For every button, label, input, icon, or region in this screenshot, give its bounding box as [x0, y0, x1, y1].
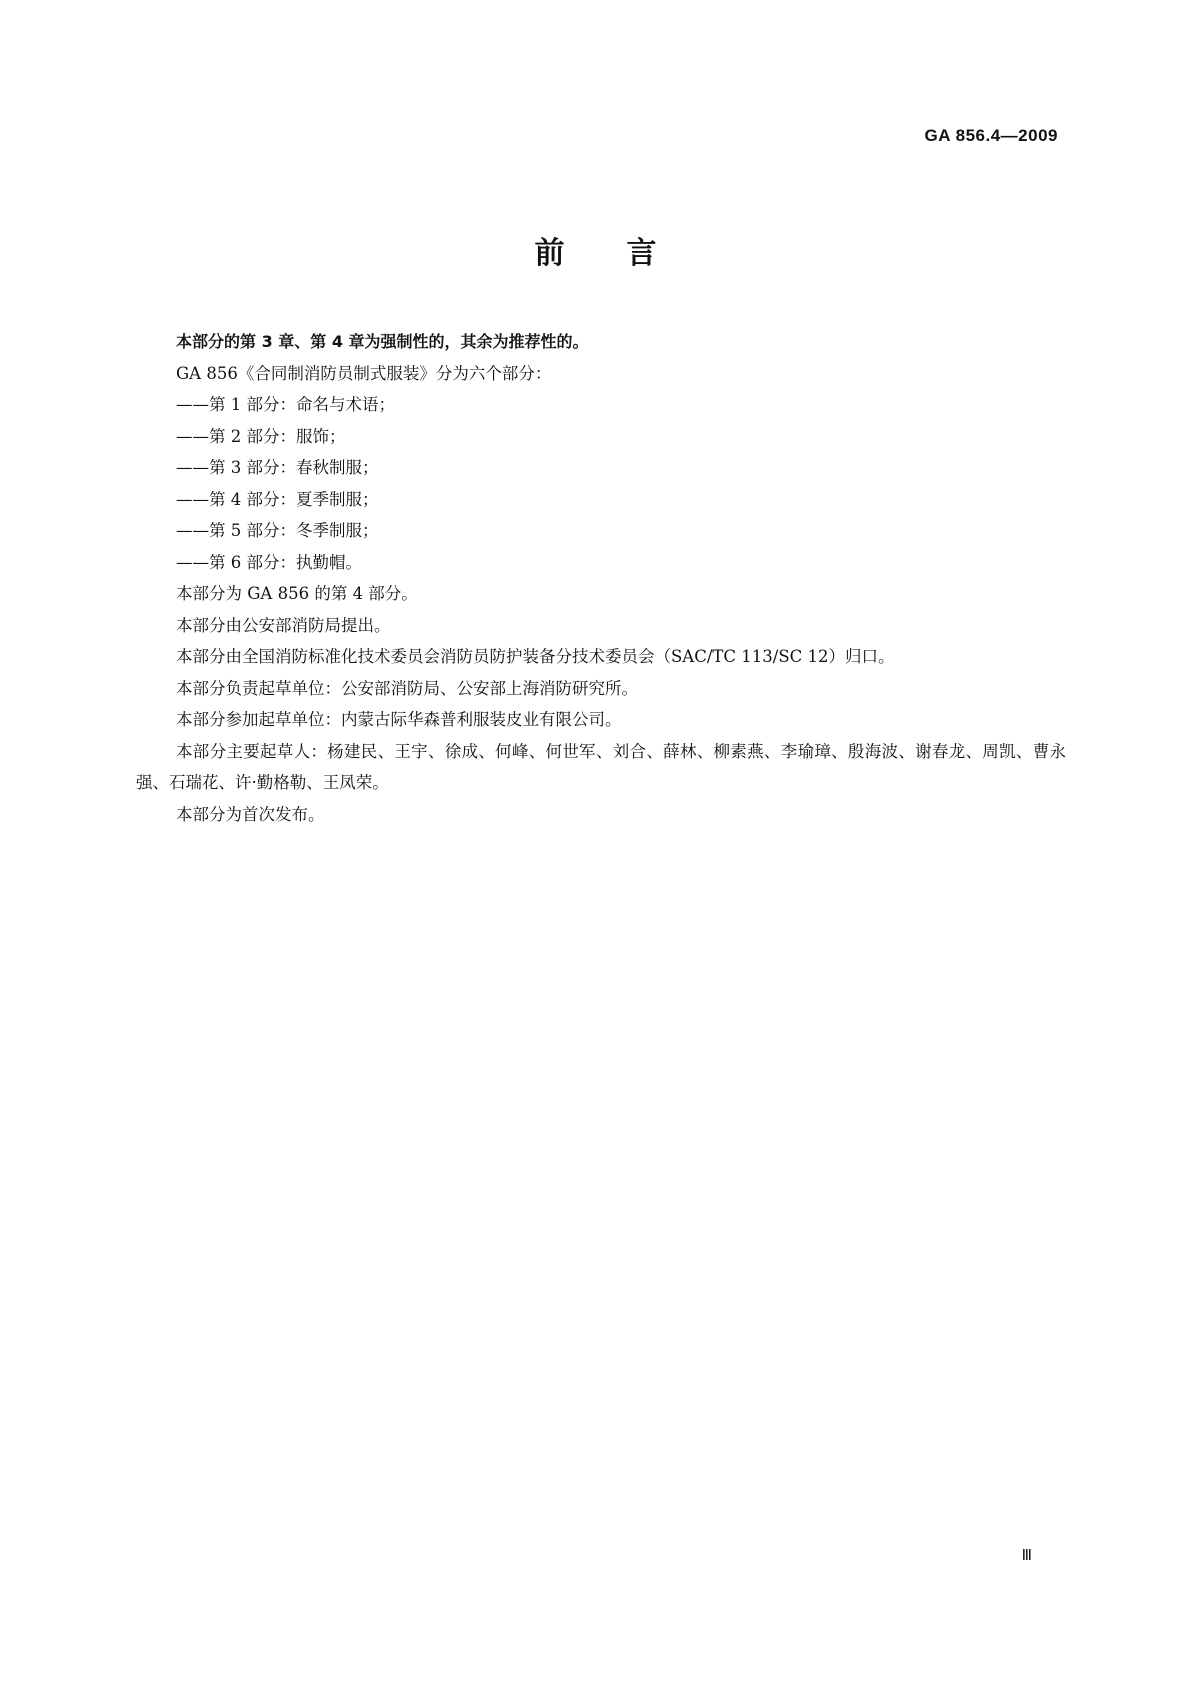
- participating-units: 本部分参加起草单位：内蒙古际华森普利服装皮业有限公司。: [176, 710, 622, 729]
- list-item: ——第 4 部分：夏季制服；: [176, 489, 379, 509]
- first-release: 本部分为首次发布。: [176, 804, 325, 824]
- drafters: 本部分主要起草人：杨建民、王宇、徐成、何峰、何世军、刘合、薛林、柳素燕、李瑜璋、殷海波、谢春龙、周凯、曹永强、石瑞花、许·勤格勒、王凤荣。: [136, 741, 1066, 792]
- part-statement: 本部分为 GA 856 的第 4 部分。: [176, 584, 418, 603]
- list-item: ——第 2 部分：服饰；: [176, 426, 346, 446]
- standard-code: GA 856.4—2009: [924, 126, 1058, 145]
- proposer-statement: 本部分由公安部消防局提出。: [176, 615, 391, 635]
- list-item: ——第 6 部分：执勤帽。: [176, 552, 362, 572]
- list-item: ——第 3 部分：春秋制服；: [176, 458, 379, 477]
- page-number: Ⅲ: [1021, 1548, 1031, 1564]
- drafting-units: 本部分负责起草单位：公安部消防局、公安部上海消防研究所。: [176, 678, 638, 698]
- foreword-body: [136, 326, 1066, 830]
- title-char-left: 前: [534, 236, 565, 271]
- page-title: [0, 228, 1191, 272]
- list-item: ——第 5 部分：冬季制服；: [176, 521, 379, 540]
- title-char-right: 言: [626, 236, 657, 271]
- parts-intro: GA 856《合同制消防员制式服装》分为六个部分：: [176, 363, 552, 383]
- mandatory-statement: 本部分的第 3 章、第 4 章为强制性的，其余为推荐性的。: [176, 332, 589, 351]
- committee-statement: 本部分由全国消防标准化技术委员会消防员防护装备分技术委员会（SAC/TC 113/SC 12）归口。: [176, 647, 895, 666]
- list-item: ——第 1 部分：命名与术语；: [176, 395, 395, 414]
